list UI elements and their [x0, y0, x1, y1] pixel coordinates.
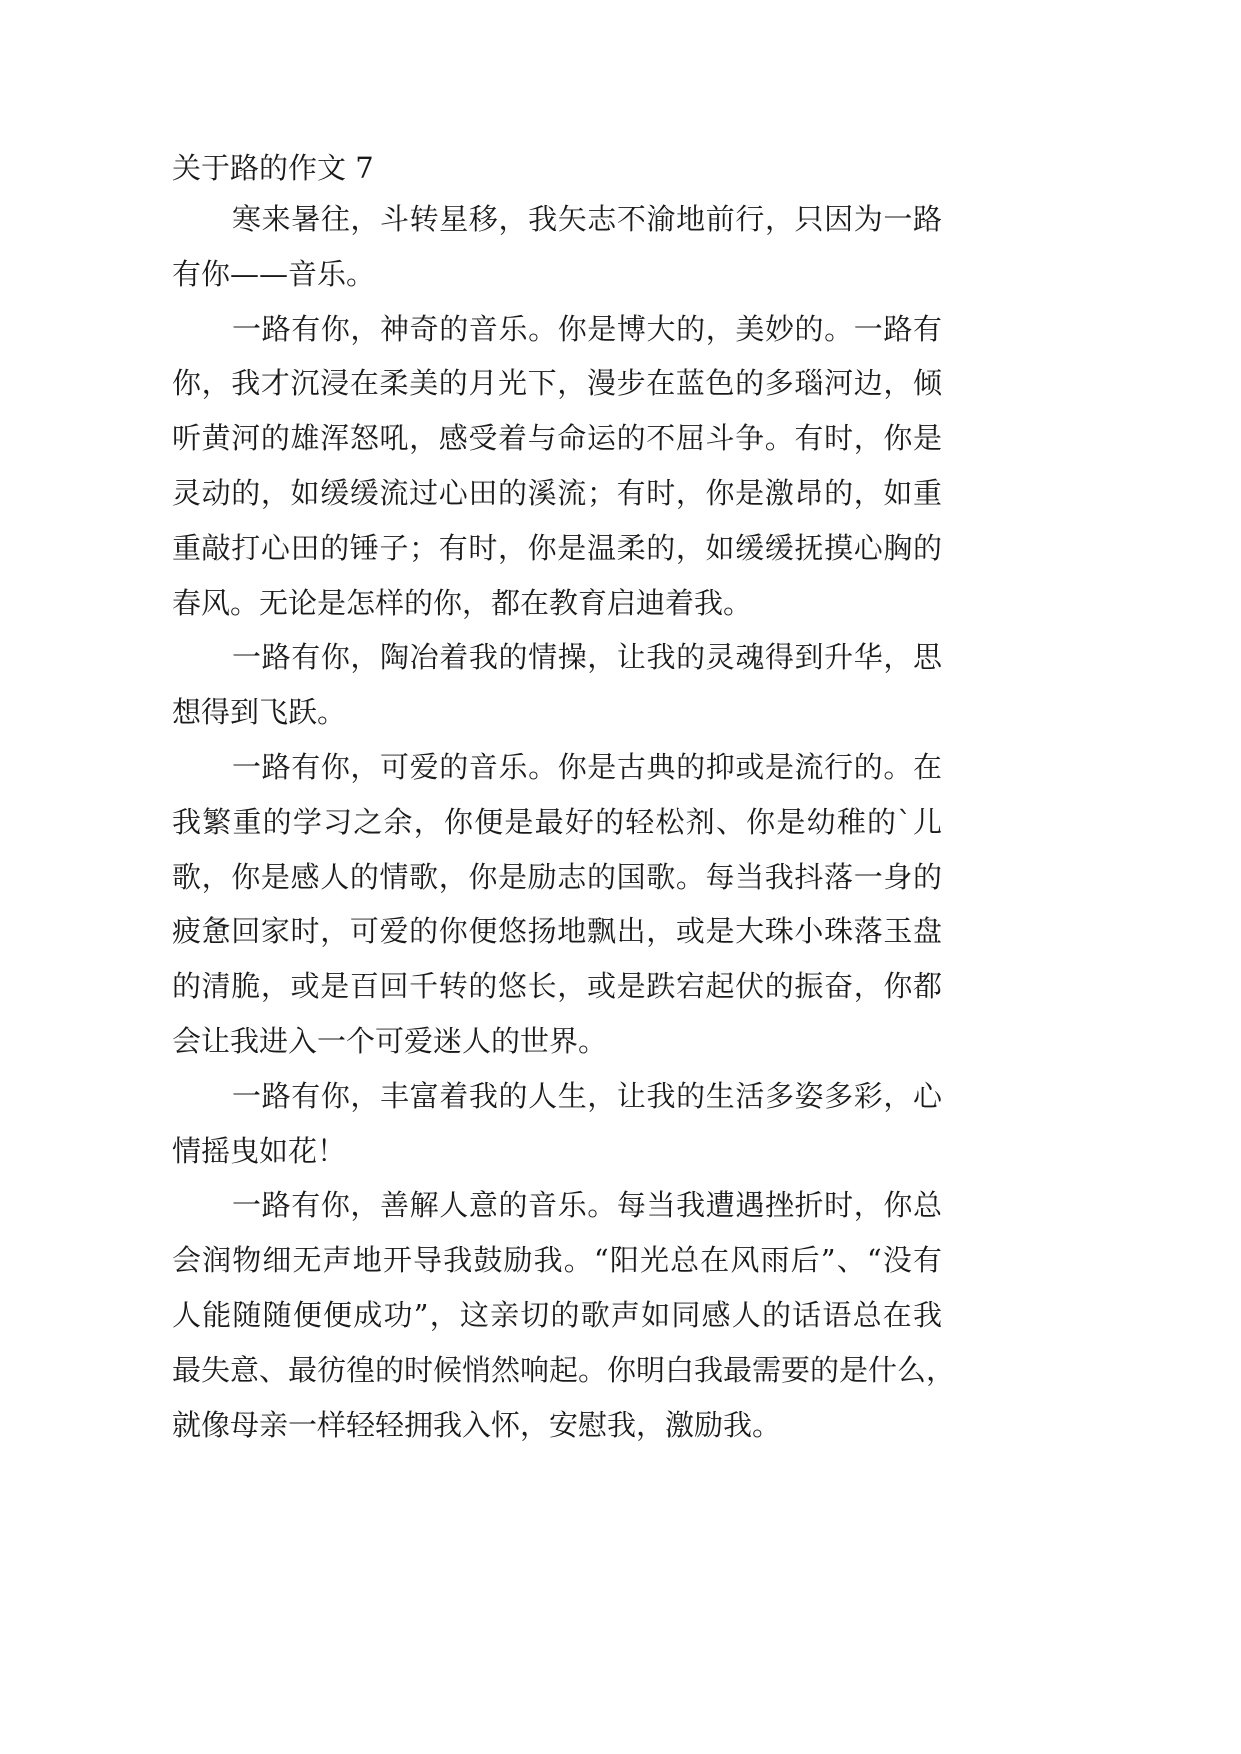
- paragraph-line: 寒来暑往，斗转星移，我矢志不渝地前行，只因为一路: [232, 202, 942, 236]
- paragraph-line: 一路有你，可爱的音乐。你是古典的抑或是流行的。在: [232, 749, 942, 784]
- paragraph-list: [172, 192, 956, 1452]
- document-title: 关于路的作文 7: [172, 151, 374, 185]
- paragraph-line: 会润物细无声地开导我鼓励我。“阳光总在风雨后”、“没有: [172, 1243, 942, 1278]
- paragraph-line: 一路有你，丰富着我的人生，让我的生活多姿多彩，心: [232, 1078, 942, 1113]
- paragraph: [172, 302, 942, 631]
- paragraph-line: 最失意、最彷徨的时候悄然响起。你明白我最需要的是什么，: [172, 1352, 956, 1387]
- paragraph-line: 听黄河的雄浑怒吼，感受着与命运的不屈斗争。有时，你是: [172, 421, 942, 456]
- paragraph-line: 的清脆，或是百回千转的悠长，或是跌宕起伏的振奋，你都: [172, 969, 942, 1004]
- paragraph-line: 一路有你，神奇的音乐。你是博大的，美妙的。一路有: [232, 311, 942, 346]
- paragraph-line: 疲惫回家时，可爱的你便悠扬地飘出，或是大珠小珠落玉盘: [172, 914, 942, 949]
- paragraph-line: 灵动的，如缓缓流过心田的溪流；有时，你是激昂的，如重: [172, 475, 942, 510]
- paragraph-line: 就像母亲一样轻轻拥我入怀，安慰我，激励我。: [172, 1407, 782, 1442]
- paragraph-line: 一路有你，陶冶着我的情操，让我的灵魂得到升华，思: [232, 640, 942, 675]
- paragraph-line: 重敲打心田的锤子；有时，你是温柔的，如缓缓抚摸心胸的: [172, 530, 942, 565]
- paragraph: [172, 740, 942, 1069]
- paragraph-line: 情摇曳如花！: [172, 1133, 347, 1168]
- paragraph: [172, 1178, 956, 1452]
- paragraph-line: 春风。无论是怎样的你，都在教育启迪着我。: [172, 585, 753, 620]
- document-body: [172, 144, 956, 1452]
- paragraph: [172, 1069, 942, 1179]
- paragraph-line: 想得到飞跃。: [172, 695, 347, 730]
- paragraph: [172, 630, 942, 740]
- paragraph-line: 人能随随便便成功”，这亲切的歌声如同感人的话语总在我: [172, 1297, 942, 1332]
- paragraph-line: 你，我才沉浸在柔美的月光下，漫步在蓝色的多瑙河边，倾: [172, 366, 942, 401]
- paragraph-line: 会让我进入一个可爱迷人的世界。: [172, 1023, 608, 1058]
- paragraph-line: 歌，你是感人的情歌，你是励志的国歌。每当我抖落一身的: [172, 859, 942, 894]
- paragraph: [172, 192, 942, 302]
- paragraph-line: 有你——音乐。: [172, 256, 376, 291]
- paragraph-line: 一路有你，善解人意的音乐。每当我遭遇挫折时，你总: [232, 1188, 942, 1223]
- paragraph-line: 我繁重的学习之余，你便是最好的轻松剂、你是幼稚的`儿: [172, 804, 942, 839]
